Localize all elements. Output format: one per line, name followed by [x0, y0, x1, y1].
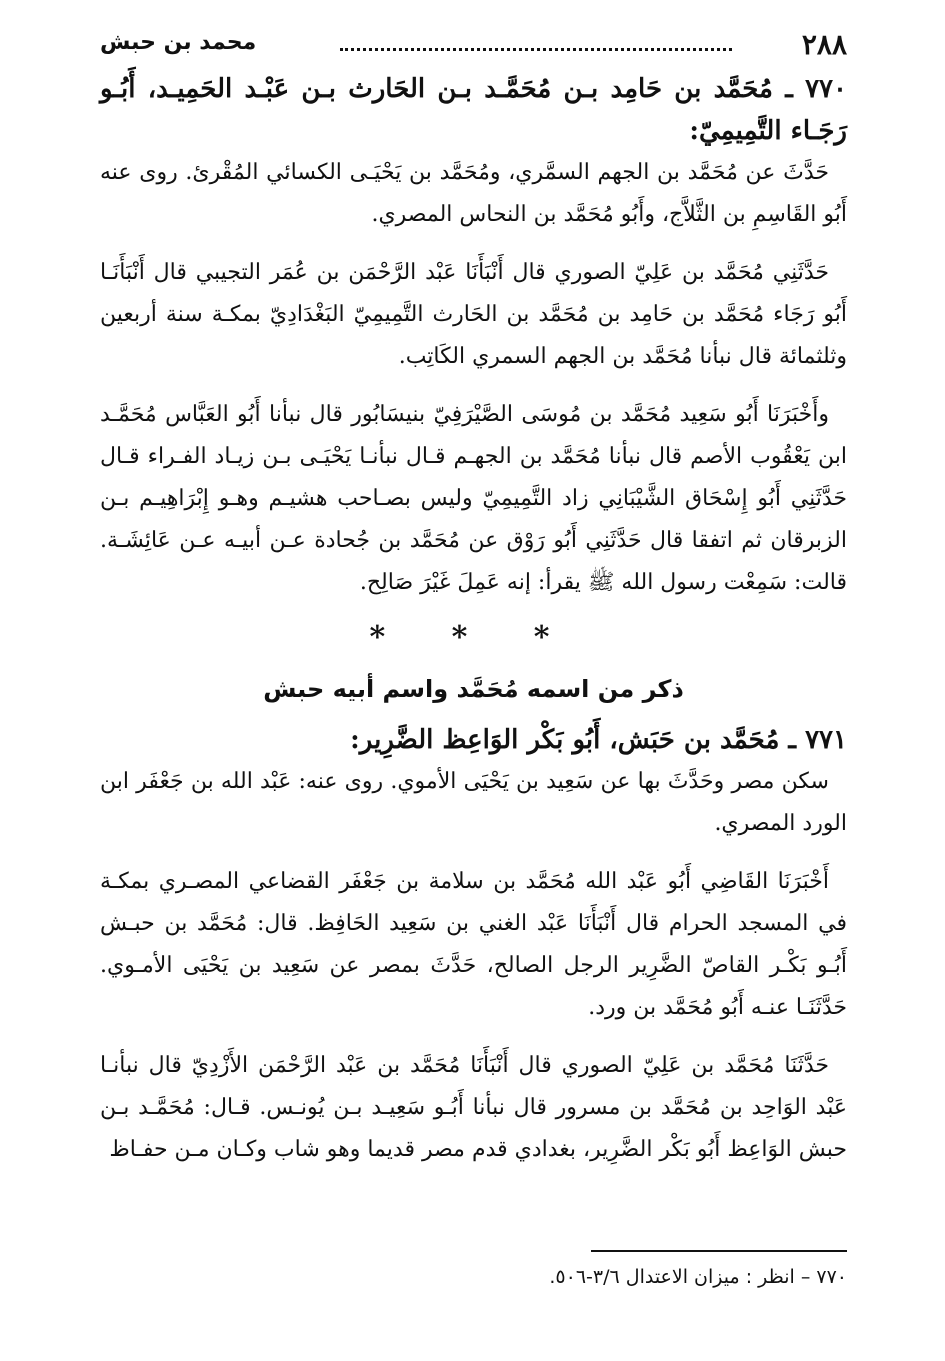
- entry-770-title: ٧٧٠ ـ مُحَمَّد بن حَامِد بـن مُحَمَّـد بـن الحَارث بـن عَبْـد الحَمِيـد، أَبُـو رَجَـاء التَّمِيمِيّ:: [100, 74, 847, 146]
- page-header: [100, 22, 847, 62]
- footnote-rule: [591, 1250, 847, 1252]
- section-title: ذكر من اسمه مُحَمَّد واسم أبيه حبش: [263, 675, 684, 703]
- entry-770-paragraph-3: وأَخْبَرَنَا أَبُو سَعِيد مُحَمَّد بن مُوسَى الصَّيْرَفِيّ بنيسَابُور قال نبأنا أَبُو العَبَّاس مُحَمَّـد ابن يَعْقُوب الأصم قال نبأنا مُحَمَّد بن الجهـم قـال نبأنـا يَحْيَـى بـن زيـاد الفـراء قـال حَدَّثَنِي أَبُو إِسْحَاق الشَّيْبَانِي زاد التَّمِيمِيّ وليس بصـاحب هشيـم وهـو إِبْرَاهِيـم بـن الزبرقان ثم اتفقا قال حَدَّثَنِي أَبُو رَوْق عن مُحَمَّد بن جُحادة عـن أبيـه عـن عَائِشَـة. قالت: سَمِعْت رسول الله ﷺ يقرأ: إنه عَمِلَ غَيْرَ صَالِح.: [100, 402, 847, 595]
- section-separator: * * *: [369, 620, 578, 655]
- page-body: [100, 68, 847, 1187]
- running-title: محمد بن حبش: [100, 30, 257, 55]
- entry-770-paragraph-2: حَدَّثَنِي مُحَمَّد بن عَلِيّ الصوري قال أَنْبَأَنَا عَبْد الرَّحْمَن بن عُمَر التجيبي قال أَنْبَأَنَـا أَبُو رَجَاء مُحَمَّد بن حَامِد بن مُحَمَّد بن الحَارث التَّمِيمِيّ البَغْدَادِيّ بمكـة سنة أربعين وثلثمائة قال نبأنا مُحَمَّد بن الجهم السمري الكَاتِب.: [100, 260, 847, 369]
- entry-771-title: ٧٧١ ـ مُحَمَّد بن حَبَش، أَبُو بَكْر الوَاعِظ الضَّرِير:: [350, 725, 847, 755]
- entry-771-paragraph-1: سكن مصر وحَدَّثَ بها عن سَعِيد بن يَحْيَى الأموي. روى عنه: عَبْد الله بن جَعْفَر ابن الورد المصري.: [100, 769, 847, 836]
- footnote: ٧٧٠ – انظر : ميزان الاعتدال ٣/٦-٥٠٦.: [549, 1266, 847, 1288]
- page-number: ٢٨٨: [801, 28, 847, 61]
- entry-770-paragraph-1: حَدَّثَ عن مُحَمَّد بن الجهم السمَّري، ومُحَمَّد بن يَحْيَـى الكسائي المُقْرئ. روى عنه أَبُو القَاسِمِ بن الثَّلاَّج، وأَبُو مُحَمَّد بن النحاس المصري.: [100, 160, 847, 227]
- header-dotted-leader: [340, 48, 732, 51]
- entry-771-paragraph-3: حَدَّثَنَا مُحَمَّد بن عَلِيّ الصوري قال أَنْبَأَنَا مُحَمَّد بن عَبْد الرَّحْمَن الأَزْدِيّ قال نبأنـا عَبْد الوَاحِد بن مُحَمَّد بن مسرور قال نبأنا أَبُـو سَعِيـد بـن يُونـس. قـال: مُحَمَّـد بـن حبش الوَاعِظ أَبُو بَكْر الضَّرِير، بغدادي قدم مصر قديما وهو شاب وكـان مـن حفـاظ: [100, 1053, 847, 1162]
- entry-771-paragraph-2: أَخْبَرَنَا القَاضِي أَبُو عَبْد الله مُحَمَّد بن سلامة بن جَعْفَر القضاعي المصـري بمكـة في المسجد الحرام قال أَنْبَأَنَا عَبْد الغني بن سَعِيد الحَافِظ. قال: مُحَمَّد بن حبـش أَبُـو بَكْـر القاصّ الضَّرِير الرجل الصالح، حَدَّثَ بمصر عن سَعِيد بن يَحْيَى الأمـوي. حَدَّثَنَـا عنـه أَبُو مُحَمَّد بن ورد.: [100, 869, 847, 1020]
